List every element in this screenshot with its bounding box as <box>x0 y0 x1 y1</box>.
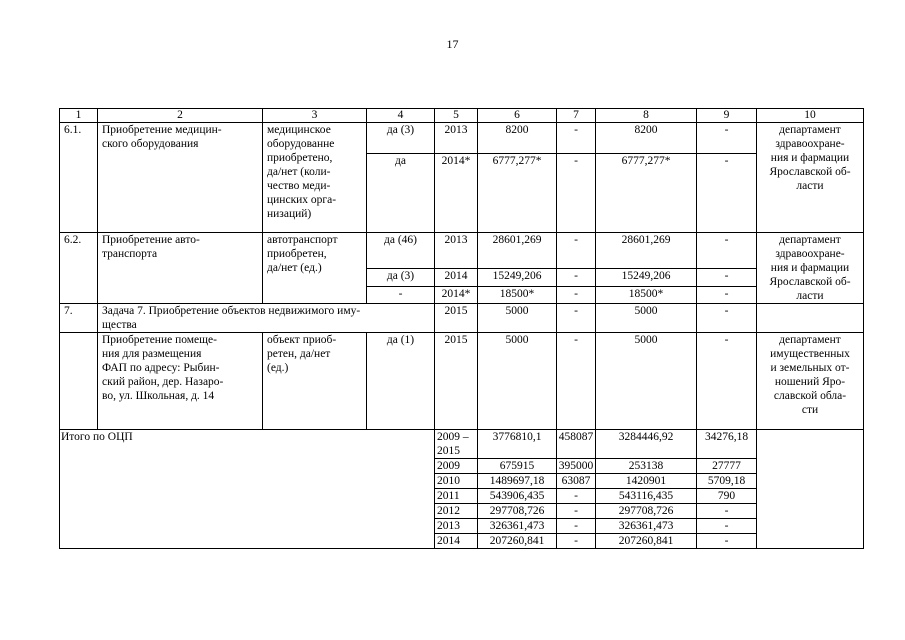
col8-cell: 5000 <box>596 304 697 333</box>
indicator-cell: объект приоб- ретен, да/нет (ед.) <box>263 333 367 430</box>
department-cell <box>757 430 864 549</box>
measure-name: Приобретение медицин- ского оборудования <box>98 123 263 233</box>
total-cell: 18500* <box>478 286 557 303</box>
header-row <box>60 109 864 123</box>
year-cell: 2013 <box>435 123 478 154</box>
col9-cell: - <box>697 233 757 269</box>
col7-cell: - <box>557 304 596 333</box>
header-cell: 3 <box>263 109 367 123</box>
year-cell: 2009 – 2015 <box>435 430 478 459</box>
row-number: 6.2. <box>60 233 98 304</box>
header-cell: 9 <box>697 109 757 123</box>
col8-cell: 28601,269 <box>596 233 697 269</box>
table-row <box>60 333 864 430</box>
indicator-value: - <box>367 286 435 303</box>
total-cell: 15249,206 <box>478 269 557 286</box>
col8-cell: 543116,435 <box>596 489 697 504</box>
header-cell: 7 <box>557 109 596 123</box>
indicator-value: да (3) <box>367 269 435 286</box>
year-cell: 2014* <box>435 154 478 233</box>
total-cell: 6777,277* <box>478 154 557 233</box>
col9-cell: - <box>697 154 757 233</box>
year-cell: 2014 <box>435 534 478 549</box>
col8-cell: 326361,473 <box>596 519 697 534</box>
indicator-value: да <box>367 154 435 233</box>
col9-cell: 27777 <box>697 459 757 474</box>
department-cell: департамент здравоохране- ния и фармации Ярославской об- ласти <box>757 233 864 304</box>
col8-cell: 5000 <box>596 333 697 430</box>
row-number <box>60 333 98 430</box>
col8-cell: 18500* <box>596 286 697 303</box>
col9-cell: - <box>697 333 757 430</box>
col7-cell: - <box>557 286 596 303</box>
col9-cell: - <box>697 519 757 534</box>
header-cell: 4 <box>367 109 435 123</box>
col8-cell: 6777,277* <box>596 154 697 233</box>
indicator-cell: медицинское оборудованне приобретено, да/нет (коли- чество меди- цинских орга- низаций) <box>263 123 367 233</box>
total-cell: 5000 <box>478 333 557 430</box>
year-cell: 2015 <box>435 304 478 333</box>
total-cell: 8200 <box>478 123 557 154</box>
header-cell: 8 <box>596 109 697 123</box>
header-cell: 10 <box>757 109 864 123</box>
year-cell: 2012 <box>435 504 478 519</box>
indicator-value: да (46) <box>367 233 435 269</box>
total-cell: 5000 <box>478 304 557 333</box>
col7-cell: - <box>557 333 596 430</box>
col8-cell: 15249,206 <box>596 269 697 286</box>
total-cell: 28601,269 <box>478 233 557 269</box>
total-cell: 675915 <box>478 459 557 474</box>
year-cell: 2013 <box>435 519 478 534</box>
total-cell: 207260,841 <box>478 534 557 549</box>
total-cell: 3776810,1 <box>478 430 557 459</box>
indicator-value: да (1) <box>367 333 435 430</box>
col8-cell: 8200 <box>596 123 697 154</box>
header-cell: 2 <box>98 109 263 123</box>
page-number: 17 <box>446 37 459 51</box>
col7-cell: - <box>557 154 596 233</box>
table-row <box>60 233 864 269</box>
col9-cell: - <box>697 123 757 154</box>
col9-cell: - <box>697 286 757 303</box>
col9-cell: - <box>697 304 757 333</box>
indicator-value: да (3) <box>367 123 435 154</box>
col7-cell: - <box>557 519 596 534</box>
col9-cell: 790 <box>697 489 757 504</box>
measure-name: Приобретение авто- транспорта <box>98 233 263 304</box>
row-number: 6.1. <box>60 123 98 233</box>
col9-cell: - <box>697 534 757 549</box>
year-cell: 2014 <box>435 269 478 286</box>
col7-cell: - <box>557 489 596 504</box>
row-number: 7. <box>60 304 98 333</box>
col7-cell: - <box>557 534 596 549</box>
year-cell: 2011 <box>435 489 478 504</box>
col7-cell: 63087 <box>557 474 596 489</box>
total-cell: 543906,435 <box>478 489 557 504</box>
col7-cell: - <box>557 504 596 519</box>
total-cell: 1489697,18 <box>478 474 557 489</box>
department-cell: департамент имущественных и земельных от- ношений Яро- славской обла- сти <box>757 333 864 430</box>
col8-cell: 253138 <box>596 459 697 474</box>
year-cell: 2010 <box>435 474 478 489</box>
header-cell: 5 <box>435 109 478 123</box>
year-cell: 2015 <box>435 333 478 430</box>
task-title: Задача 7. Приобретение объектов недвижимого иму- щества <box>98 304 435 333</box>
department-cell: департамент здравоохране- ния и фармации Ярославской об- ласти <box>757 123 864 233</box>
col9-cell: 34276,18 <box>697 430 757 459</box>
col9-cell: - <box>697 269 757 286</box>
summary-label: Итого по ОЦП <box>60 430 435 549</box>
col8-cell: 297708,726 <box>596 504 697 519</box>
total-cell: 297708,726 <box>478 504 557 519</box>
indicator-cell: автотранспорт приобретен, да/нет (ед.) <box>263 233 367 304</box>
col7-cell: 395000 <box>557 459 596 474</box>
table-row <box>60 123 864 154</box>
header-cell: 6 <box>478 109 557 123</box>
program-table <box>59 108 864 549</box>
col7-cell: - <box>557 269 596 286</box>
task-row <box>60 304 864 333</box>
year-cell: 2013 <box>435 233 478 269</box>
total-cell: 326361,473 <box>478 519 557 534</box>
col7-cell: - <box>557 233 596 269</box>
col7-cell: - <box>557 123 596 154</box>
year-cell: 2014* <box>435 286 478 303</box>
col8-cell: 207260,841 <box>596 534 697 549</box>
col8-cell: 3284446,92 <box>596 430 697 459</box>
col8-cell: 1420901 <box>596 474 697 489</box>
year-cell: 2009 <box>435 459 478 474</box>
col9-cell: - <box>697 504 757 519</box>
header-cell: 1 <box>60 109 98 123</box>
measure-name: Приобретение помеще- ния для размещения ФАП по адресу: Рыбин- ский район, дер. Назаро- во, ул. Школьная, д. 14 <box>98 333 263 430</box>
department-cell <box>757 304 864 333</box>
col7-cell: 458087 <box>557 430 596 459</box>
summary-row <box>60 430 864 459</box>
col9-cell: 5709,18 <box>697 474 757 489</box>
